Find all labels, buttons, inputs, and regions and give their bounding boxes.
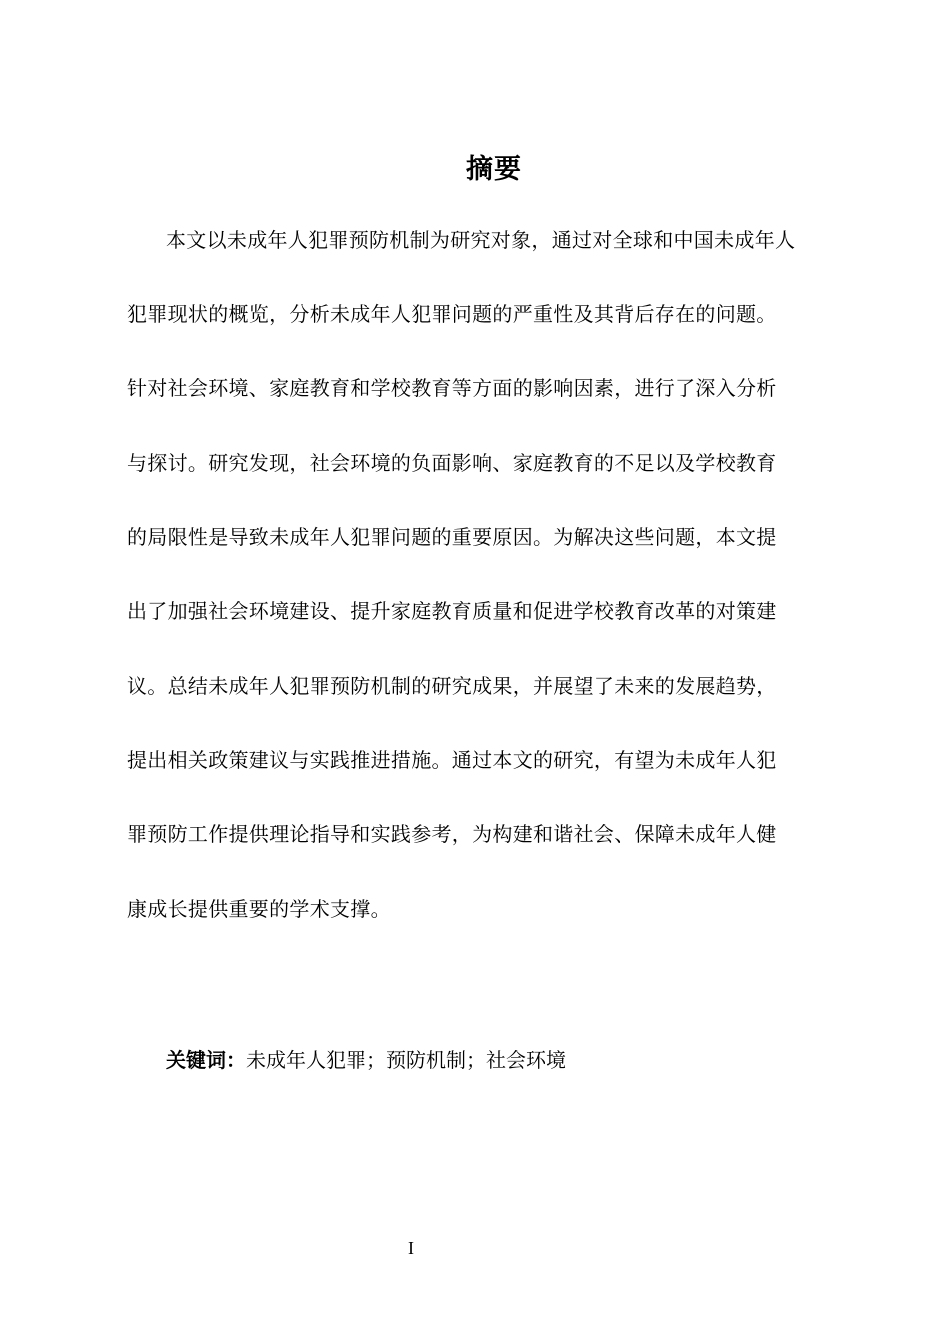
abstract-line-6: 出了加强社会环境建设、提升家庭教育质量和促进学校教育改革的对策建 [127, 599, 777, 623]
abstract-line-4: 与探讨。研究发现，社会环境的负面影响、家庭教育的不足以及学校教育 [127, 451, 777, 475]
abstract-line-9: 罪预防工作提供理论指导和实践参考，为构建和谐社会、保障未成年人健 [127, 822, 777, 846]
keywords-value: 未成年人犯罪；预防机制；社会环境 [246, 1048, 566, 1072]
abstract-line-5: 的局限性是导致未成年人犯罪问题的重要原因。为解决这些问题，本文提 [127, 525, 777, 549]
keywords-label: 关键词： [166, 1048, 246, 1072]
keywords [166, 1045, 566, 1075]
page-number: I [408, 1238, 414, 1258]
abstract-line-2: 犯罪现状的概览，分析未成年人犯罪问题的严重性及其背后存在的问题。 [127, 302, 777, 326]
abstract-line-10: 康成长提供重要的学术支撑。 [127, 897, 391, 921]
abstract-title: 摘要 [466, 154, 522, 185]
abstract-line-3: 针对社会环境、家庭教育和学校教育等方面的影响因素，进行了深入分析 [127, 376, 777, 400]
abstract-line-7: 议。总结未成年人犯罪预防机制的研究成果，并展望了未来的发展趋势， [127, 674, 777, 698]
abstract-line-8: 提出相关政策建议与实践推进措施。通过本文的研究，有望为未成年人犯 [127, 748, 777, 772]
abstract-line-1: 本文以未成年人犯罪预防机制为研究对象，通过对全球和中国未成年人 [166, 228, 796, 252]
